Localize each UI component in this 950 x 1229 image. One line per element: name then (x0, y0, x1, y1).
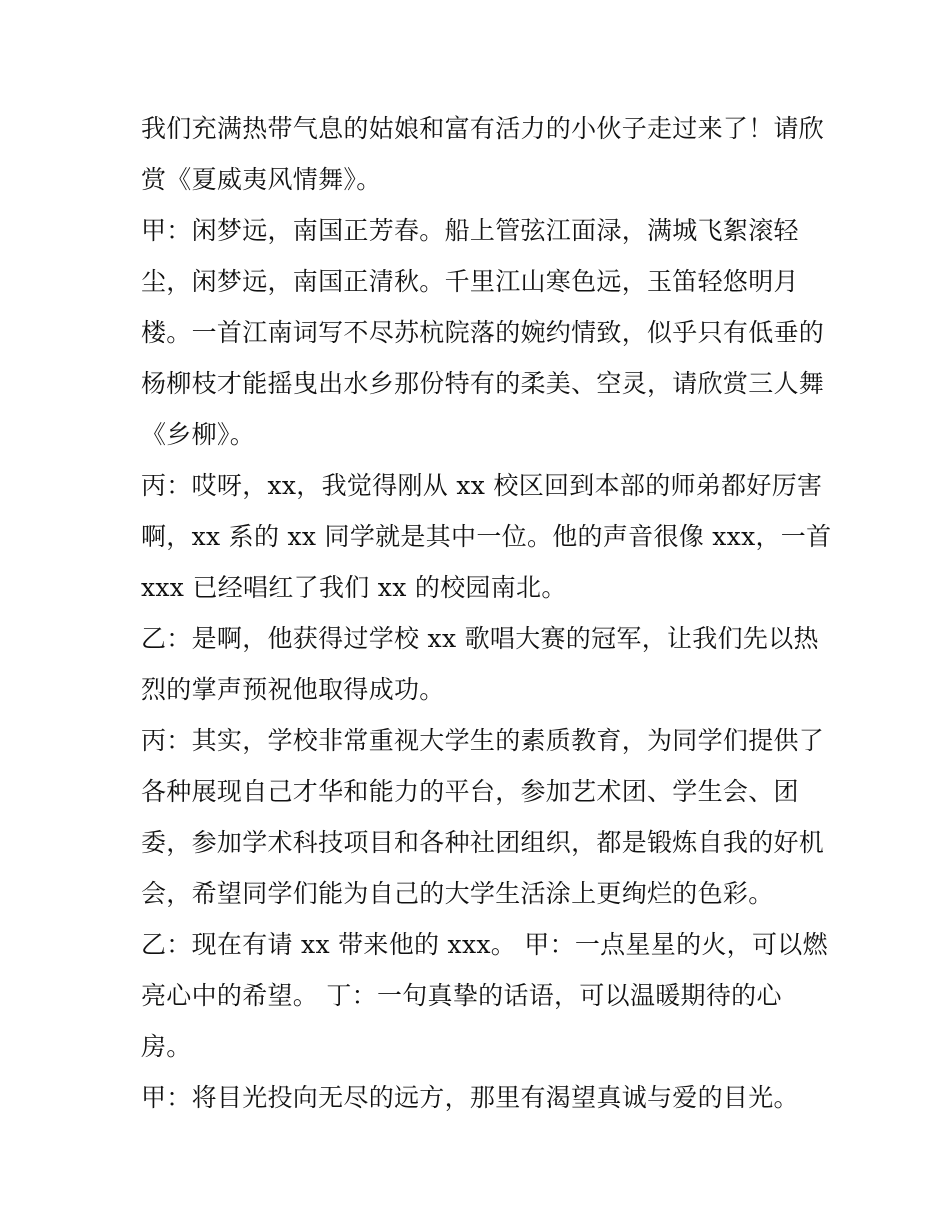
text-line: 房。 (141, 1032, 192, 1061)
text-line: xxx 已经唱红了我们 xx 的校园南北。 (141, 573, 567, 602)
text-line: 赏《夏威夷风情舞》。 (141, 165, 382, 194)
text-line: 楼。一首江南词写不尽苏杭院落的婉约情致，似乎只有低垂的 (141, 318, 825, 347)
text-line: 亮心中的希望。 丁：一句真挚的话语，可以温暖期待的心 (141, 981, 782, 1010)
text-line: 我们充满热带气息的姑娘和富有活力的小伙子走过来了！请欣 (141, 114, 825, 143)
text-line: 会，希望同学们能为自己的大学生活涂上更绚烂的色彩。 (141, 879, 774, 908)
text-line: 甲：将目光投向无尽的远方，那里有渴望真诚与爱的目光。 (141, 1083, 799, 1112)
text-line: 各种展现自己才华和能力的平台，参加艺术团、学生会、团 (141, 777, 799, 806)
text-line: 杨柳枝才能摇曳出水乡那份特有的柔美、空灵，请欣赏三人舞 (141, 369, 825, 398)
text-line: 甲：闲梦远，南国正芳春。船上管弦江面渌，满城飞絮滚轻 (141, 216, 799, 245)
text-line: 委，参加学术科技项目和各种社团组织，都是锻炼自我的好机 (141, 828, 825, 857)
text-line: 丙：哎呀，xx，我觉得刚从 xx 校区回到本部的师弟都好厉害 (141, 471, 823, 500)
text-line: 烈的掌声预祝他取得成功。 (141, 675, 445, 704)
text-line: 乙：现在有请 xx 带来他的 xxx。 甲：一点星星的火，可以燃 (141, 930, 828, 959)
text-line: 啊，xx 系的 xx 同学就是其中一位。他的声音很像 xxx，一首 (141, 522, 832, 551)
text-line: 尘，闲梦远，南国正清秋。千里江山寒色远，玉笛轻悠明月 (141, 267, 799, 296)
text-line: 丙：其实，学校非常重视大学生的素质教育，为同学们提供了 (141, 726, 825, 755)
text-line: 《乡柳》。 (141, 420, 256, 449)
text-line: 乙：是啊，他获得过学校 xx 歌唱大赛的冠军，让我们先以热 (141, 624, 819, 653)
